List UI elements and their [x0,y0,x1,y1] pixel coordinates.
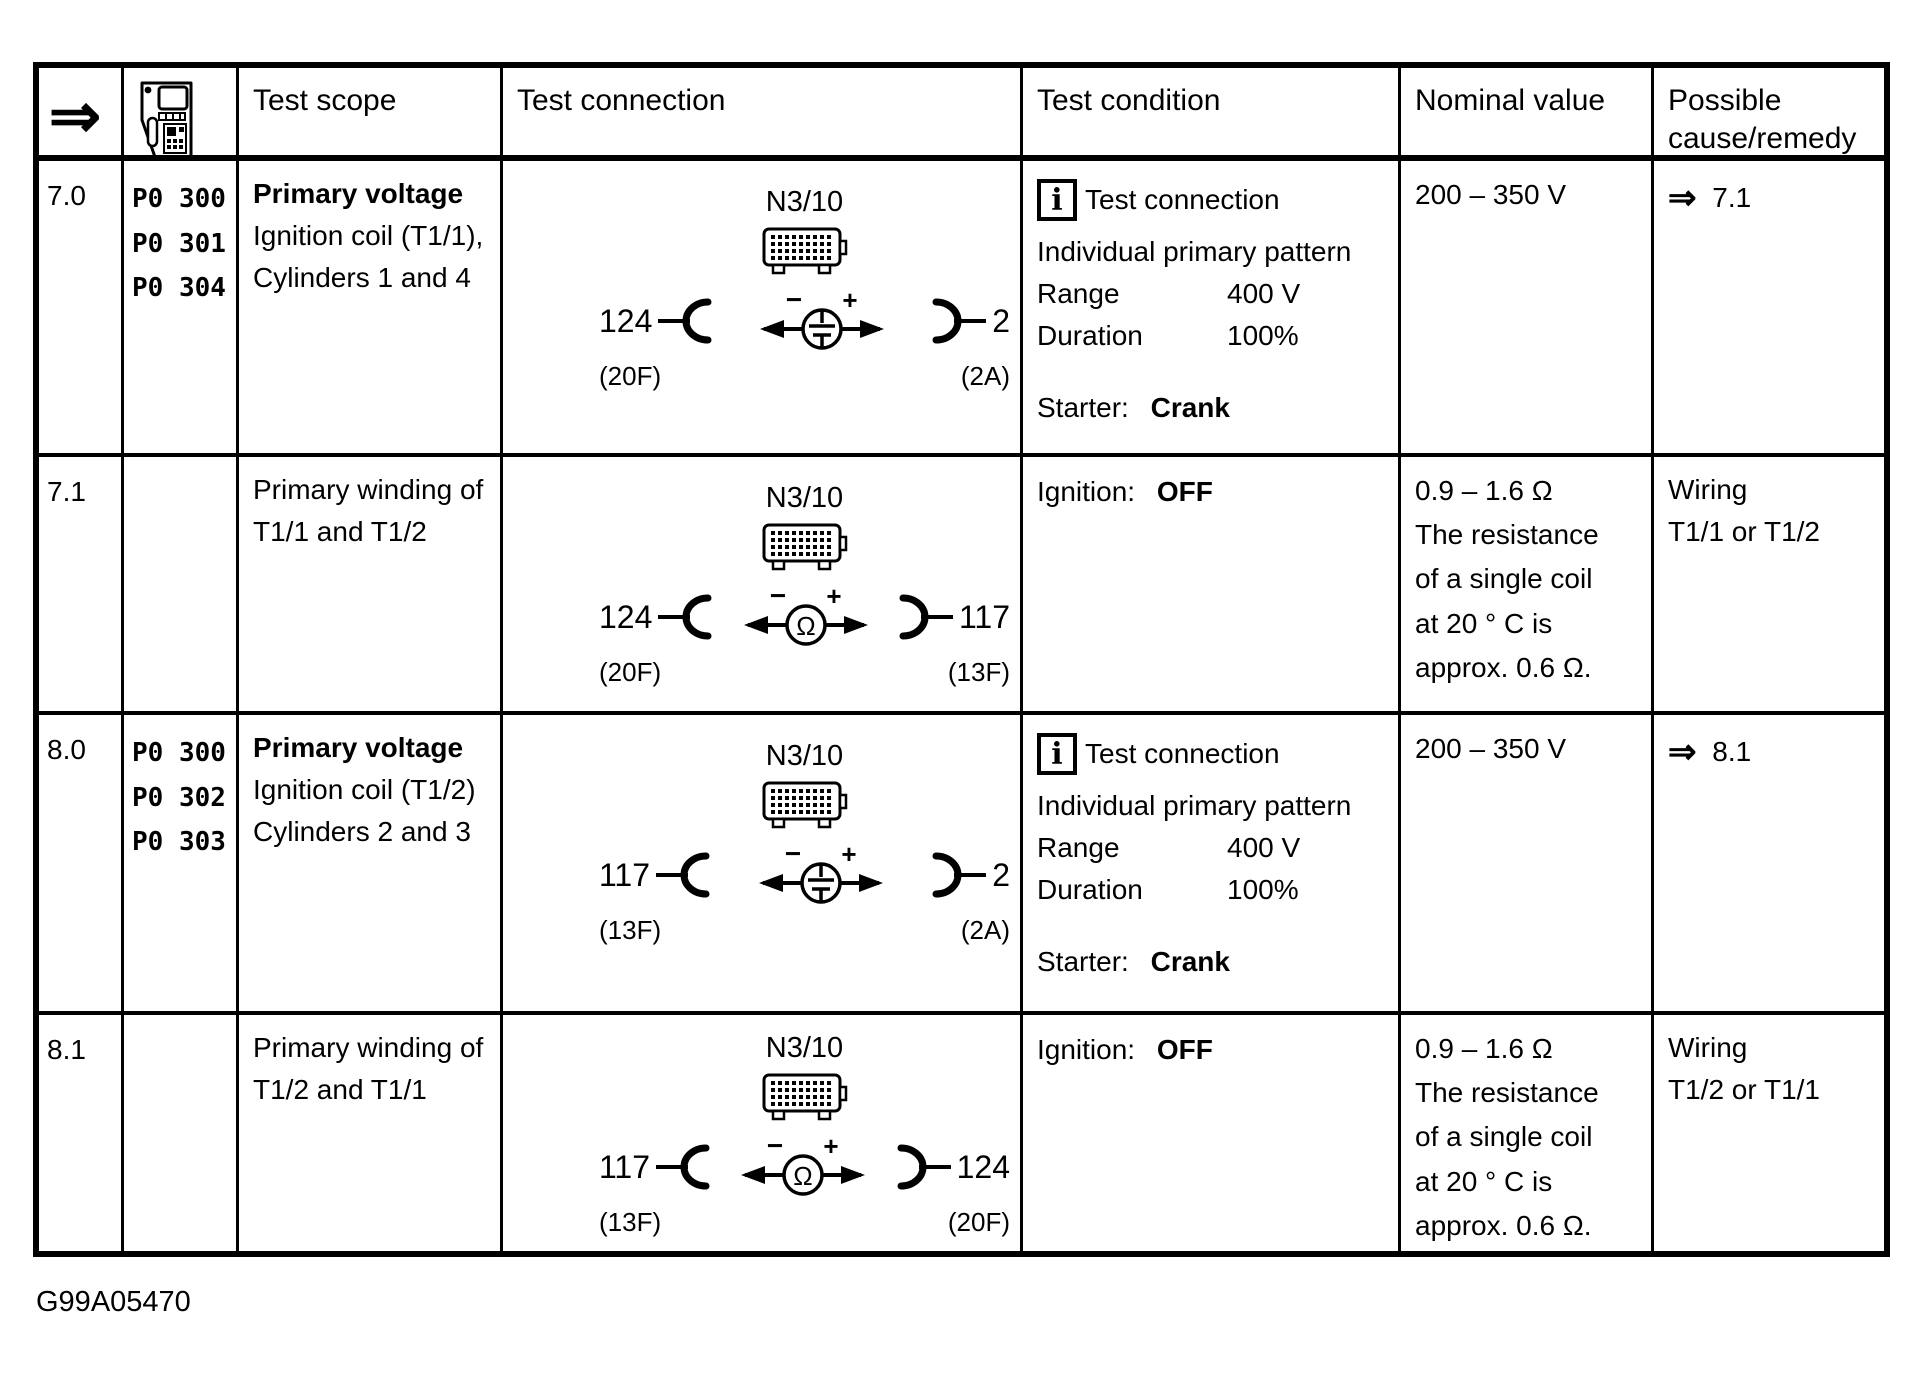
left-pin-number: 124 [599,302,653,339]
left-pin-connector-label: (13F) [599,914,662,945]
scope-title: Primary voltage [253,732,464,763]
header-arrow-cell [39,68,124,161]
ignition-label: Ignition: [1037,1034,1136,1065]
nominal-line: 0.9 – 1.6 Ω [1415,1033,1553,1064]
connector-module-label: N3/10 [765,740,844,772]
duration-label: Duration [1037,874,1143,905]
ignition-label: Ignition: [1037,476,1136,507]
possible-cause-cell [1654,457,1884,715]
duration-value: 100% [1227,320,1299,351]
col-header-label-line1: Possible [1668,84,1782,117]
range-label: Range [1037,278,1120,309]
dtc-code: P0 302 [132,782,226,813]
connector-plug-icon [762,1073,848,1123]
starter-label: Starter: [1037,392,1129,423]
ignition-value: OFF [1156,1034,1213,1065]
voltage-probe-icon [758,285,886,357]
test-connection-diagram [599,477,1010,692]
ohmmeter-icon [739,1131,867,1203]
left-pin-number: 117 [599,1148,651,1185]
remedy-ref: 7.1 [1712,182,1752,213]
remedy-line: Wiring [1668,1032,1748,1063]
svg-text:−: − [769,580,786,611]
header-test-condition [1023,68,1401,161]
scope-line: Ignition coil (T1/1), [253,220,484,251]
row-id: 8.1 [47,1034,86,1065]
col-header-label: Test scope [253,84,397,117]
right-pin-number: 2 [992,302,1010,339]
remedy-line: Wiring [1668,474,1748,505]
left-socket-icon [658,594,714,640]
svg-text:+: + [826,580,842,611]
right-socket-icon [897,594,953,640]
svg-text:Ω: Ω [795,610,816,641]
nominal-value: 200 – 350 V [1415,179,1567,210]
row-id: 7.1 [47,476,86,507]
possible-cause-cell [1654,715,1884,1015]
info-icon: i [1037,733,1077,775]
starter-label: Starter: [1037,946,1129,977]
nominal-value-cell [1401,1015,1654,1251]
header-possible-cause [1654,68,1884,161]
test-condition-cell [1023,457,1401,715]
left-pin-number: 124 [599,598,653,635]
connector-module-label: N3/10 [765,482,844,514]
test-connection-cell [503,457,1023,715]
ohmmeter-icon [742,581,870,653]
test-condition-cell [1023,715,1401,1015]
header-test-scope [239,68,503,161]
right-pin-connector-label: (2A) [960,360,1010,391]
duration-value: 100% [1227,874,1299,905]
dtc-codes-cell [124,715,239,1015]
nominal-line: 0.9 – 1.6 Ω [1415,475,1553,506]
scope-line: T1/1 and T1/2 [253,516,427,547]
diagnostic-tester-icon [130,78,200,161]
connector-plug-icon [762,781,848,831]
nominal-line: approx. 0.6 Ω. [1415,1209,1592,1241]
test-connection-cell [503,161,1023,457]
dtc-code: P0 304 [132,273,226,304]
row-id: 8.0 [47,734,86,765]
right-pin-number: 2 [992,856,1010,893]
svg-text:−: − [767,1130,784,1161]
remedy-arrow-icon: ⇒ [1668,179,1697,217]
diagnostic-test-table [33,62,1890,1257]
scope-title: Primary voltage [253,178,464,209]
condition-line: Individual primary pattern [1037,236,1352,267]
figure-code: G99A05470 [36,1286,191,1318]
possible-cause-cell [1654,1015,1884,1251]
nominal-value-cell [1401,457,1654,715]
dtc-code: P0 303 [132,827,226,858]
range-value: 400 V [1227,278,1301,309]
test-scope-cell [239,715,503,1015]
nominal-value-cell [1401,161,1654,457]
nominal-line: of a single coil [1415,563,1593,595]
left-pin-number: 117 [599,856,651,893]
duration-label: Duration [1037,320,1143,351]
col-header-label: Test condition [1037,84,1221,117]
right-socket-icon [895,1144,951,1190]
connector-module-label: N3/10 [765,1032,844,1064]
test-scope-cell [239,161,503,457]
left-pin-connector-label: (13F) [599,1206,662,1237]
connector-plug-icon [762,523,848,573]
svg-text:Ω: Ω [793,1160,814,1191]
row-id-cell [39,161,124,457]
right-pin-connector-label: (20F) [947,1206,1010,1237]
scope-line: Ignition coil (T1/2) [253,774,476,805]
nominal-line: of a single coil [1415,1121,1593,1153]
nominal-line: at 20 ° C is [1415,607,1553,639]
right-socket-icon [930,852,986,898]
nominal-value-cell [1401,715,1654,1015]
col-header-label-line2: cause/remedy [1668,121,1857,155]
scope-line: Primary winding of [253,1032,484,1063]
dtc-codes-cell [124,1015,239,1251]
condition-info-label: Test connection [1085,738,1280,769]
svg-text:−: − [784,838,802,869]
svg-text:+: + [842,284,858,315]
remedy-ref: 8.1 [1712,736,1752,767]
nominal-value: 200 – 350 V [1415,733,1567,764]
left-socket-icon [656,1144,712,1190]
svg-text:−: − [786,284,803,315]
left-pin-connector-label: (20F) [599,360,662,391]
remedy-line: T1/2 or T1/1 [1668,1074,1821,1105]
test-scope-cell [239,457,503,715]
right-pin-number: 117 [958,598,1010,635]
test-scope-cell [239,1015,503,1251]
svg-text:+: + [823,1130,839,1161]
connector-plug-icon [762,227,848,277]
info-icon: i [1037,179,1077,221]
test-connection-diagram [599,1027,1010,1242]
header-test-connection [503,68,1023,161]
ignition-value: OFF [1156,476,1213,507]
row-id-cell [39,715,124,1015]
row-id: 7.0 [47,180,86,211]
starter-value: Crank [1150,946,1230,977]
svg-text:+: + [841,838,857,869]
connector-module-label: N3/10 [765,186,844,218]
remedy-line: T1/1 or T1/2 [1668,516,1821,547]
test-connection-cell [503,1015,1023,1251]
scope-line: Primary winding of [253,474,484,505]
remedy-arrow-icon: ⇒ [1668,733,1697,771]
left-socket-icon [658,298,714,344]
right-pin-connector-label: (13F) [947,656,1010,687]
nominal-line: at 20 ° C is [1415,1165,1553,1197]
starter-value: Crank [1150,392,1230,423]
col-header-label: Test connection [517,84,726,117]
nominal-line: The resistance [1415,519,1599,551]
condition-info-label: Test connection [1085,184,1280,215]
range-label: Range [1037,832,1120,863]
header-tester-cell [124,68,239,161]
col-header-label: Nominal value [1415,84,1606,117]
double-arrow-icon: ⇒ [49,82,101,151]
right-socket-icon [930,298,986,344]
scope-line: Cylinders 2 and 3 [253,816,471,847]
nominal-line: approx. 0.6 Ω. [1415,651,1592,683]
right-pin-connector-label: (2A) [960,914,1010,945]
condition-line: Individual primary pattern [1037,790,1352,821]
test-connection-diagram [599,735,1010,950]
test-connection-diagram [599,181,1010,396]
dtc-code: P0 301 [132,228,226,259]
right-pin-number: 124 [956,1148,1010,1185]
scope-line: Cylinders 1 and 4 [253,262,471,293]
row-id-cell [39,1015,124,1251]
dtc-codes-cell [124,457,239,715]
left-socket-icon [656,852,712,898]
dtc-code: P0 300 [132,184,226,214]
scope-line: T1/2 and T1/1 [253,1074,427,1105]
header-nominal-value [1401,68,1654,161]
possible-cause-cell [1654,161,1884,457]
voltage-probe-icon [757,839,885,911]
test-condition-cell [1023,1015,1401,1251]
left-pin-connector-label: (20F) [599,656,662,687]
dtc-code: P0 300 [132,738,226,768]
range-value: 400 V [1227,832,1301,863]
dtc-codes-cell [124,161,239,457]
row-id-cell [39,457,124,715]
test-connection-cell [503,715,1023,1015]
nominal-line: The resistance [1415,1077,1599,1109]
test-condition-cell [1023,161,1401,457]
